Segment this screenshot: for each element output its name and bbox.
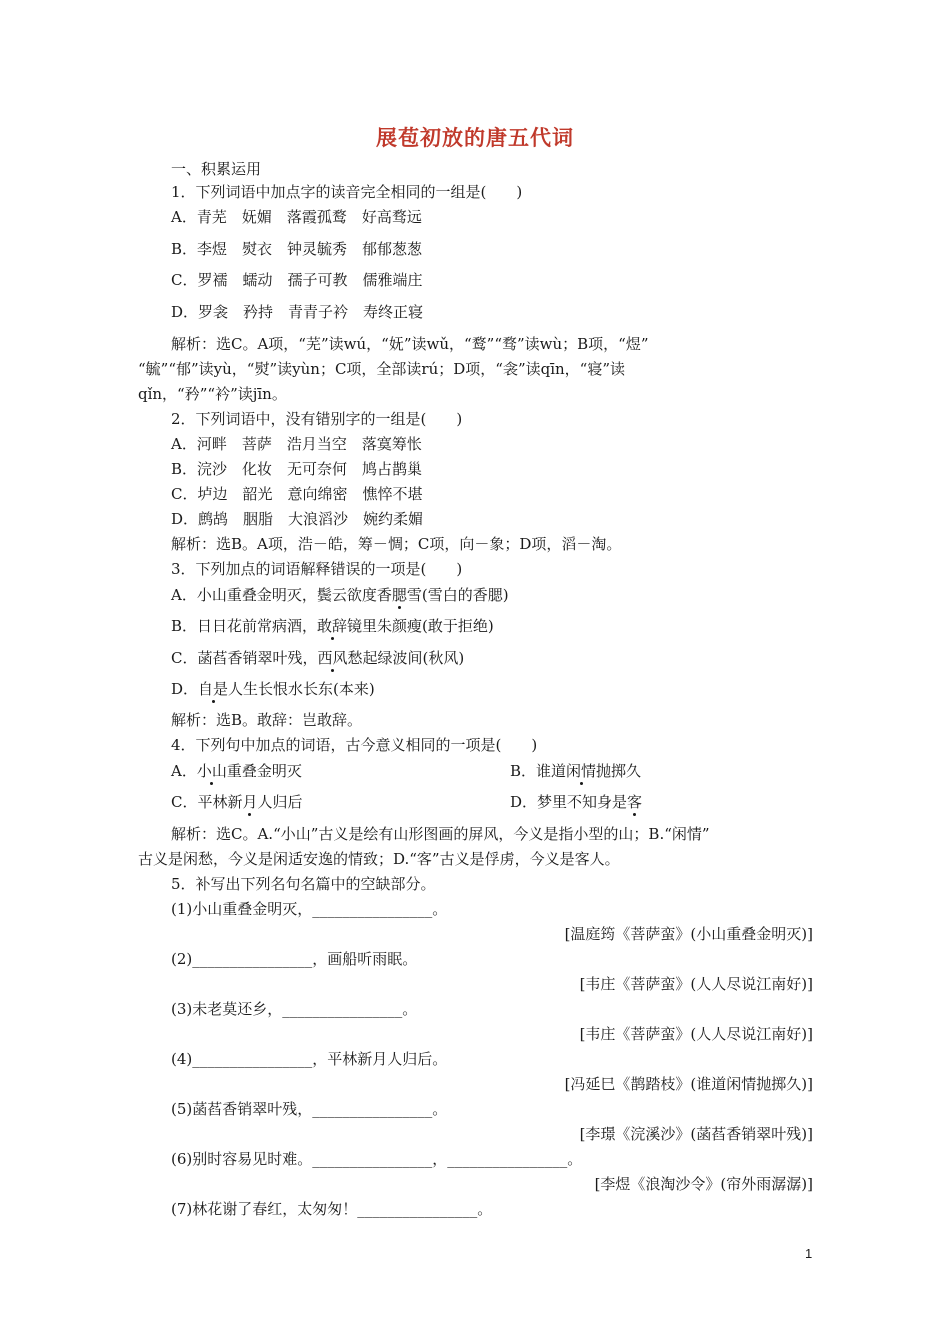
q5-item-5: (5)菡萏香销翠叶残，________________。 [171, 1100, 448, 1118]
q5-item-4: (4)________________，平林新月人归后。 [171, 1050, 448, 1068]
q3-analysis: 解析：选B。敢辞：岂敢辞。 [171, 711, 363, 729]
q3-option-b: B．日日花前常病酒，敢辞镜里朱颜瘦(敢于拒绝) [171, 617, 494, 635]
q2-analysis: 解析：选B。A项，浩－皓，筹－惆；C项，向－象；D项，滔－淘。 [171, 535, 622, 553]
q4-analysis-line1: 解析：选C。A.“小山”古义是绘有山形图画的屏风，今义是指小型的山；B.“闲情” [171, 825, 710, 843]
q2-option-c: C．垆边 韶光 意向绵密 憔悴不堪 [171, 485, 423, 503]
q1-option-d: D．罗衾 矜持 青青子衿 寿终正寝 [171, 303, 424, 321]
dotted-term: 闲情 [566, 762, 597, 780]
dotted-term: 月 [242, 793, 258, 811]
q4-option-b: B．谁道闲情抛掷久 [510, 762, 642, 780]
dotted-term: 香腮雪 [376, 586, 422, 604]
q5-source-4: [冯延巳《鹊踏枝》(谁道闲情抛掷久)] [564, 1075, 813, 1093]
q4-stem: 4．下列句中加点的词语，古今意义相同的一项是( ) [171, 736, 538, 754]
dotted-term: 自是 [198, 680, 229, 698]
q3-stem: 3．下列加点的词语解释错误的一项是( ) [171, 560, 463, 578]
q1-option-a: A．青芜 妩媚 落霞孤鹜 好高骛远 [171, 208, 422, 226]
q1-option-b: B．李煜 熨衣 钟灵毓秀 郁郁葱葱 [171, 240, 423, 258]
dotted-term: 小山 [196, 762, 227, 780]
dotted-term: 敢辞 [317, 617, 348, 635]
q5-item-1: (1)小山重叠金明灭，________________。 [171, 900, 448, 918]
q2-stem: 2．下列词语中，没有错别字的一组是( ) [171, 410, 463, 428]
q5-source-1: [温庭筠《菩萨蛮》(小山重叠金明灭)] [564, 925, 813, 943]
q4-analysis-line2: 古义是闲愁，今义是闲适安逸的情致；D.“客”古义是俘虏，今义是客人。 [138, 850, 620, 868]
q1-analysis-line2: “毓”“郁”读yù，“熨”读yùn；C项，全部读rú；D项，“衾”读qīn，“寝”读 [138, 360, 626, 378]
q1-analysis-line1: 解析：选C。A项，“芜”读wú，“妩”读wǔ，“鹜”“骛”读wù；B项，“煜” [171, 335, 649, 353]
dotted-term: 客 [627, 793, 643, 811]
q4-option-d: D．梦里不知身是客 [510, 793, 643, 811]
q3-option-d: D．自是人生长恨水长东(本来) [171, 680, 375, 698]
q4-option-c: C．平林新月人归后 [171, 793, 303, 811]
dotted-term: 西风 [317, 649, 348, 667]
q5-source-3: [韦庄《菩萨蛮》(人人尽说江南好)] [579, 1025, 813, 1043]
q2-option-a: A．河畔 菩萨 浩月当空 落寞筹怅 [171, 435, 422, 453]
section-heading: 一、积累运用 [171, 160, 262, 178]
q5-item-3: (3)未老莫还乡，________________。 [171, 1000, 418, 1018]
q5-stem: 5．补写出下列名句名篇中的空缺部分。 [171, 875, 436, 893]
q4-option-a: A．小山重叠金明灭 [171, 762, 302, 780]
q3-option-c: C．菡萏香销翠叶残，西风愁起绿波间(秋风) [171, 649, 465, 667]
page-number: 1 [805, 1246, 813, 1261]
q5-item-6: (6)别时容易见时难。________________，________________。 [171, 1150, 583, 1168]
q5-source-5: [李璟《浣溪沙》(菡萏香销翠叶残)] [579, 1125, 813, 1143]
q1-stem: 1．下列词语中加点字的读音完全相同的一组是( ) [171, 183, 523, 201]
q1-analysis-line3: qǐn，“矜”“衿”读jīn。 [138, 385, 287, 403]
q2-option-d: D．鹧鸪 胭脂 大浪滔沙 婉约柔媚 [171, 510, 424, 528]
page-title: 展苞初放的唐五代词 [376, 125, 574, 150]
q3-option-a: A．小山重叠金明灭，鬓云欲度香腮雪(雪白的香腮) [171, 586, 509, 604]
q5-item-2: (2)________________，画船听雨眠。 [171, 950, 418, 968]
q2-option-b: B．浣沙 化妆 无可奈何 鸠占鹊巢 [171, 460, 423, 478]
q5-source-6: [李煜《浪淘沙令》(帘外雨潺潺)] [594, 1175, 813, 1193]
q5-source-2: [韦庄《菩萨蛮》(人人尽说江南好)] [579, 975, 813, 993]
q1-option-c: C．罗襦 蠕动 孺子可教 儒雅端庄 [171, 271, 423, 289]
q5-item-7: (7)林花谢了春红，太匆匆！________________。 [171, 1200, 493, 1218]
